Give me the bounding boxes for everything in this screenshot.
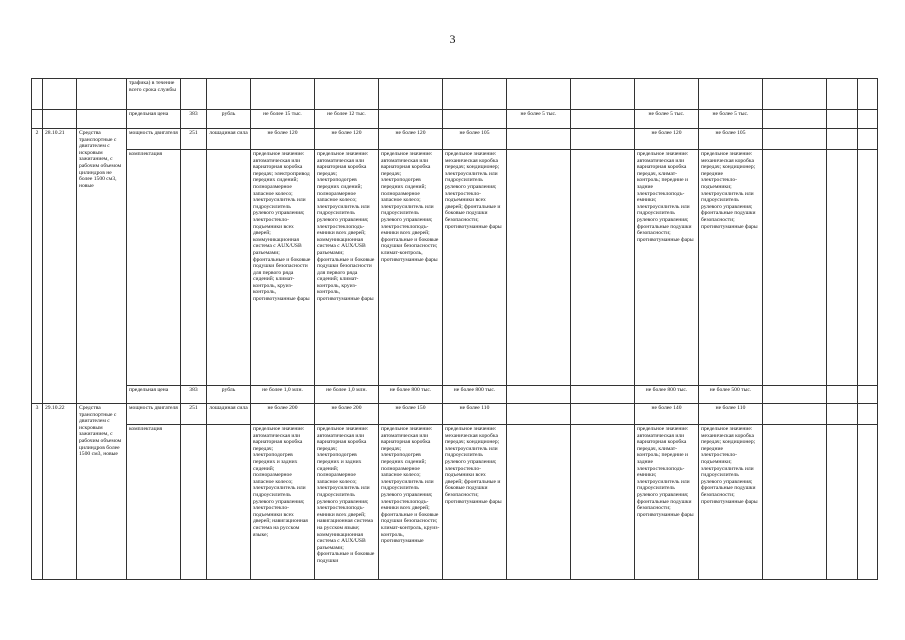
power-value [507,404,571,425]
row-label: комплектация [127,150,181,386]
equipment-spec: предельное значение: механическая коробка передач; кондиционер; передние электростекло-подъемники; электроусилитель или гидроусилитель рулевого управления; фронтальные подушки безопасности; противотуманные фары [699,150,763,386]
item-number: 2 [32,129,43,404]
power-value: не более 120 [315,129,379,150]
equipment-spec: предельное значение: механическая коробка передач; кондиционер; электроусилитель или гидроусилитель рулевого управления; электростекло-подъемники всех дверей; фронтальные и боковые подушки безопасности; противотуманные фары [443,150,507,386]
price-value: не более 5 тыс. [635,110,699,129]
power-value: не более 120 [635,129,699,150]
row-label: предельная цена [127,386,181,404]
price-value: не более 800 тыс. [379,386,443,404]
price-value: не более 800 тыс. [443,386,507,404]
okei-code: 383 [181,110,207,129]
power-value [507,129,571,150]
power-value: не более 110 [699,404,763,425]
equipment-spec [507,425,571,580]
okei-code: 251 [181,404,207,425]
equipment-spec: предельное значение: автоматическая или вариаторная коробка передач, климат-контроль; передние и задние электростеклоподъ-емники; электроусилитель или гидроусилитель рулевого управления; фронтальные подушки безопасности; противотуманные фары [635,150,699,386]
power-value: не более 120 [379,129,443,150]
price-value: не более 1,0 млн. [251,386,315,404]
page-number: 3 [449,32,456,46]
price-value: не более 500 тыс. [699,386,763,404]
table-row [32,386,878,404]
okei-code: 383 [181,386,207,404]
price-value: не более 15 тыс. [251,110,315,129]
table-row [32,110,878,129]
table-row [32,404,878,425]
equipment-spec: предельное значение: автоматическая или вариаторная коробка передач; электропривод передних сидений; полноразмерное запасное колесо; электроусилитель или гидроусилитель рулевого управления; электростекло-подъемники всех дверей; коммуникационная система с AUX/USB разъемами; фронтальные и боковые подушки безопасности для первого ряда сидений; климат-контроль, круиз-контроль, противотуманные фары [251,150,315,386]
equipment-spec: предельное значение: автоматическая или вариаторная коробка передач, климат-контроль; передние и задние электростеклоподъ-емники; электроусилитель или гидроусилитель рулевого управления; фронтальные подушки безопасности; противотуманные фары [635,425,699,580]
price-value: не более 5 тыс. [507,110,571,129]
power-value: не более 105 [699,129,763,150]
okpd-code: 28.10.21 [43,129,77,404]
table-row [32,150,878,386]
row-label: комплектация [127,425,181,580]
power-value: не более 110 [443,404,507,425]
unit-name: лошадиная сила [207,129,251,150]
price-value [507,386,571,404]
item-name: Средства транспортные с двигателем с искровым зажиганием, с рабочим объемом цилиндров более 1500 см3, новые [77,404,127,580]
price-value: не более 1,0 млн. [315,386,379,404]
item-name: Средства транспортные с двигателем с искровым зажиганием, с рабочим объемом цилиндров не более 1500 см3, новые [77,129,127,404]
unit-name: рубль [207,386,251,404]
price-value: не более 12 тыс. [315,110,379,129]
power-value: не более 200 [315,404,379,425]
unit-name: рубль [207,110,251,129]
equipment-spec: предельное значение: автоматическая или вариаторная коробка передач; электроподогрев передних сидений; полноразмерное запасное колесо; электроусилитель или гидроусилитель рулевого управления; электростеклоподъ-емники всех дверей; коммуникационная система с AUX/USB разъемами; фронтальные и боковые подушки безопасности для первого ряда сидений; климат-контроль, круиз-контроль, противотуманные фары [315,150,379,386]
item-number: 3 [32,404,43,580]
power-value: не более 200 [251,404,315,425]
power-value: не более 105 [443,129,507,150]
table-row [32,425,878,580]
equipment-spec: предельное значение: механическая коробка передач; кондиционер; передние электростекло-подъемники; электроусилитель или гидроусилитель рулевого управления; фронтальные подушки безопасности; противотуманные фары [699,425,763,580]
price-value [443,110,507,129]
power-value: не более 120 [251,129,315,150]
price-value [571,110,635,129]
equipment-spec: предельное значение: автоматическая или вариаторная коробка передач; электроподогрев передних сидений; полноразмерное запасное колесо; электроусилитель или гидроусилитель рулевого управления; электростеклоподъ-емники всех дверей; фронтальные и боковые подушки безопасности; климат-контроль, противотуманные фары [379,150,443,386]
price-value: не более 5 тыс. [699,110,763,129]
row-label: предельная цена [127,110,181,129]
tail-description: трафика) в течение всего срока службы [127,79,181,110]
requirements-table [31,78,878,580]
row-label: мощность двигателя [127,404,181,425]
table-row [32,79,878,110]
okpd-code: 29.10.22 [43,404,77,580]
equipment-spec [507,150,571,386]
row-label: мощность двигателя [127,129,181,150]
equipment-spec: предельное значение: автоматическая или вариаторная коробка передач; электроподогрев передних сидений; полноразмерное запасное колесо; электроусилитель или гидроусилитель рулевого управления; электростеклоподъ-емники всех дверей; фронтальные и боковые подушки безопасности; климат-контроль, круиз-контроль, противотуманные [379,425,443,580]
price-value: не более 800 тыс. [635,386,699,404]
equipment-spec: предельное значение: автоматическая или вариаторная коробка передач; электроподогрев передних и задних сидений; полноразмерное запасное колесо; электроусилитель или гидроусилитель рулевого управления; электростекло-подъемники всех дверей; навигационная система на русском языке; [251,425,315,580]
equipment-spec: предельное значение: механическая коробка передач; кондиционер; электроусилитель или гидроусилитель рулевого управления; электростекло-подъемники всех дверей; фронтальные и боковые подушки безопасности; противотуманные фары [443,425,507,580]
equipment-spec: предельное значение: автоматическая или вариаторная коробка передач; электроподогрев передних и задних сидений; полноразмерное запасное колесо; электроусилитель или гидроусилитель рулевого управления; электростеклоподъ-емники всех дверей; навигационная система на русском языке; коммуникационная система с AUX/USB разъемами; фронтальные и боковые подушки [315,425,379,580]
power-value: не более 150 [379,404,443,425]
power-value: не более 140 [635,404,699,425]
price-value [379,110,443,129]
table-row [32,129,878,150]
okei-code: 251 [181,129,207,150]
unit-name: лошадиная сила [207,404,251,425]
